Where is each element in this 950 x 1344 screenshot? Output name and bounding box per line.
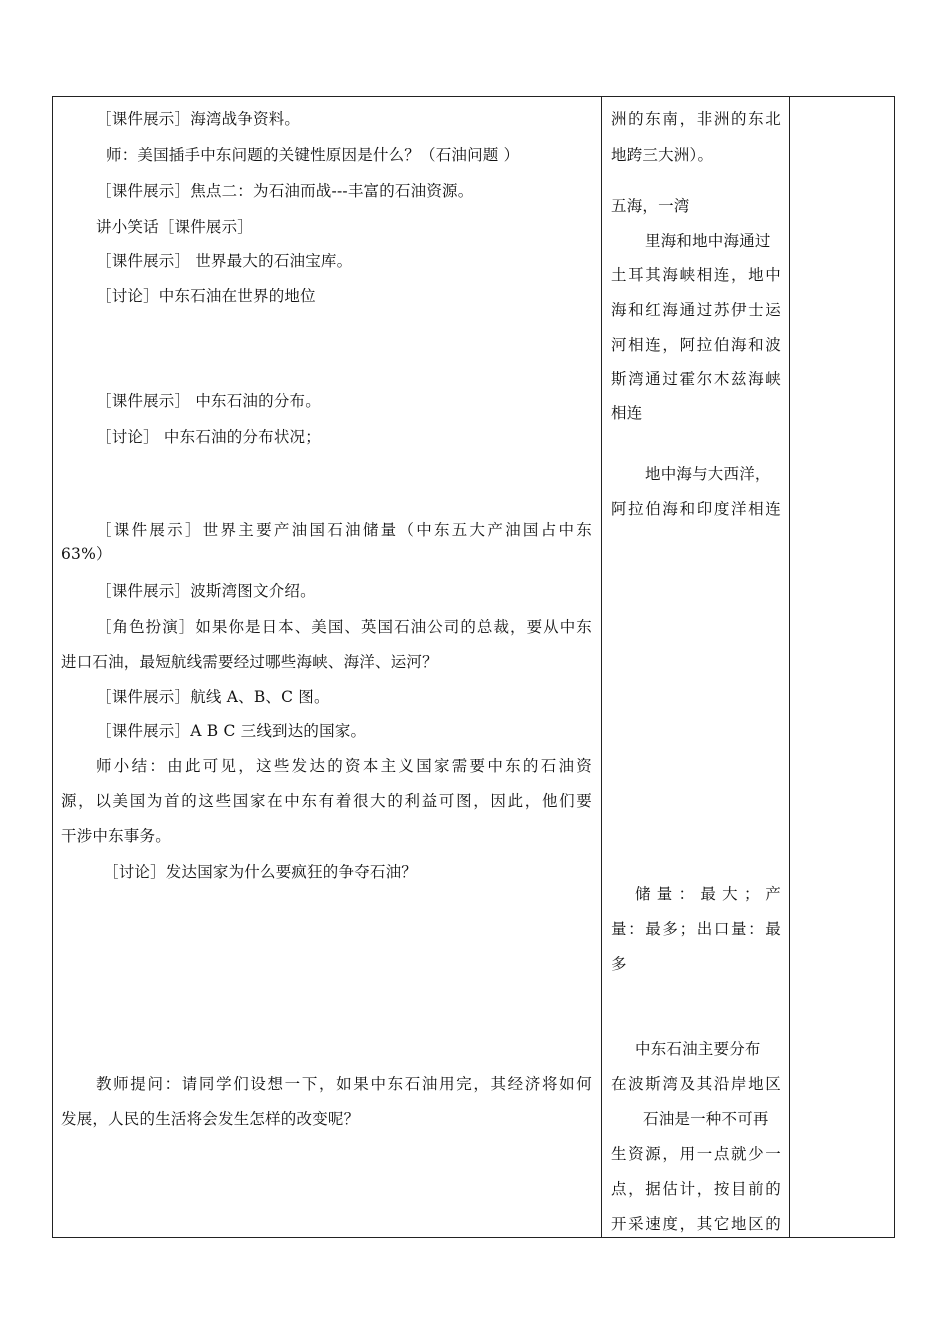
text-line: 相连 xyxy=(611,404,643,422)
text-line: ［课件展示］波斯湾图文介绍。 xyxy=(96,582,316,600)
text-line: 土耳其海峡相连，地中 xyxy=(611,266,781,284)
text-line: ［课件展示］世界主要产油国石油储量（中东五大产油国占中东 xyxy=(96,521,592,539)
text-line: 地跨三大洲）。 xyxy=(611,146,714,164)
column-divider-1 xyxy=(601,97,602,1237)
text-line: ［课件展示］ 世界最大的石油宝库。 xyxy=(96,252,353,270)
lesson-plan-table xyxy=(52,96,895,1238)
text-line: 源，以美国为首的这些国家在中东有着很大的利益可图，因此，他们要 xyxy=(61,792,592,810)
text-line: ［讨论］中东石油在世界的地位 xyxy=(96,287,316,305)
text-line: ［讨论］发达国家为什么要疯狂的争夺石油？ xyxy=(103,863,418,881)
student-activity-column xyxy=(603,97,789,1237)
text-line: 河相连，阿拉伯海和波 xyxy=(611,336,781,354)
text-line: 量：最多；出口量：最 xyxy=(611,920,781,938)
text-line: 师：美国插手中东问题的关键性原因是什么？（石油问题 ） xyxy=(106,146,520,164)
text-line: 多 xyxy=(611,955,627,973)
text-line: 讲小笑话［课件展示］ xyxy=(96,218,254,236)
column-divider-2 xyxy=(789,97,790,1237)
text-line: 石油是一种不可再 xyxy=(643,1110,769,1128)
text-line: 阿拉伯海和印度洋相连 xyxy=(611,500,781,518)
text-line: 进口石油，最短航线需要经过哪些海峡、海洋、运河？ xyxy=(61,653,438,671)
text-line: 中东石油主要分布 xyxy=(635,1040,761,1058)
text-line: ［课件展示］海湾战争资料。 xyxy=(96,110,301,128)
text-line: ［课件展示］航线 A、B、C 图。 xyxy=(96,688,330,706)
text-line: 里海和地中海通过 xyxy=(645,232,771,250)
text-line: 63%） xyxy=(61,545,112,563)
text-line: 点，据估计，按目前的 xyxy=(611,1180,781,1198)
text-line: 教师提问：请同学们设想一下，如果中东石油用完，其经济将如何 xyxy=(96,1075,592,1093)
text-line: 五海，一湾 xyxy=(611,197,690,215)
teaching-process-column xyxy=(53,97,601,1237)
text-line: 洲的东南，非洲的东北 xyxy=(611,110,781,128)
text-line: 开采速度，其它地区的 xyxy=(611,1215,781,1233)
text-line: 海和红海通过苏伊士运 xyxy=(611,301,781,319)
text-line: 干涉中东事务。 xyxy=(61,827,171,845)
text-line: ［课件展示］焦点二：为石油而战---丰富的石油资源。 xyxy=(96,182,474,200)
text-line: 斯湾通过霍尔木兹海峡 xyxy=(611,370,781,388)
text-line: 师小结：由此可见，这些发达的资本主义国家需要中东的石油资 xyxy=(96,757,592,775)
text-line: 在波斯湾及其沿岸地区 xyxy=(611,1075,781,1093)
text-line: 储 量 ： 最 大 ； 产 xyxy=(635,885,781,903)
text-line: ［角色扮演］如果你是日本、美国、英国石油公司的总裁，要从中东 xyxy=(96,618,592,636)
text-line: ［课件展示］A B C 三线到达的国家。 xyxy=(96,722,367,740)
text-line: 发展，人民的生活将会发生怎样的改变呢？ xyxy=(61,1110,360,1128)
text-line: ［讨论］ 中东石油的分布状况； xyxy=(96,428,321,446)
text-line: 生资源，用一点就少一 xyxy=(611,1145,781,1163)
text-line: ［课件展示］ 中东石油的分布。 xyxy=(96,392,321,410)
text-line: 地中海与大西洋， xyxy=(645,465,771,483)
